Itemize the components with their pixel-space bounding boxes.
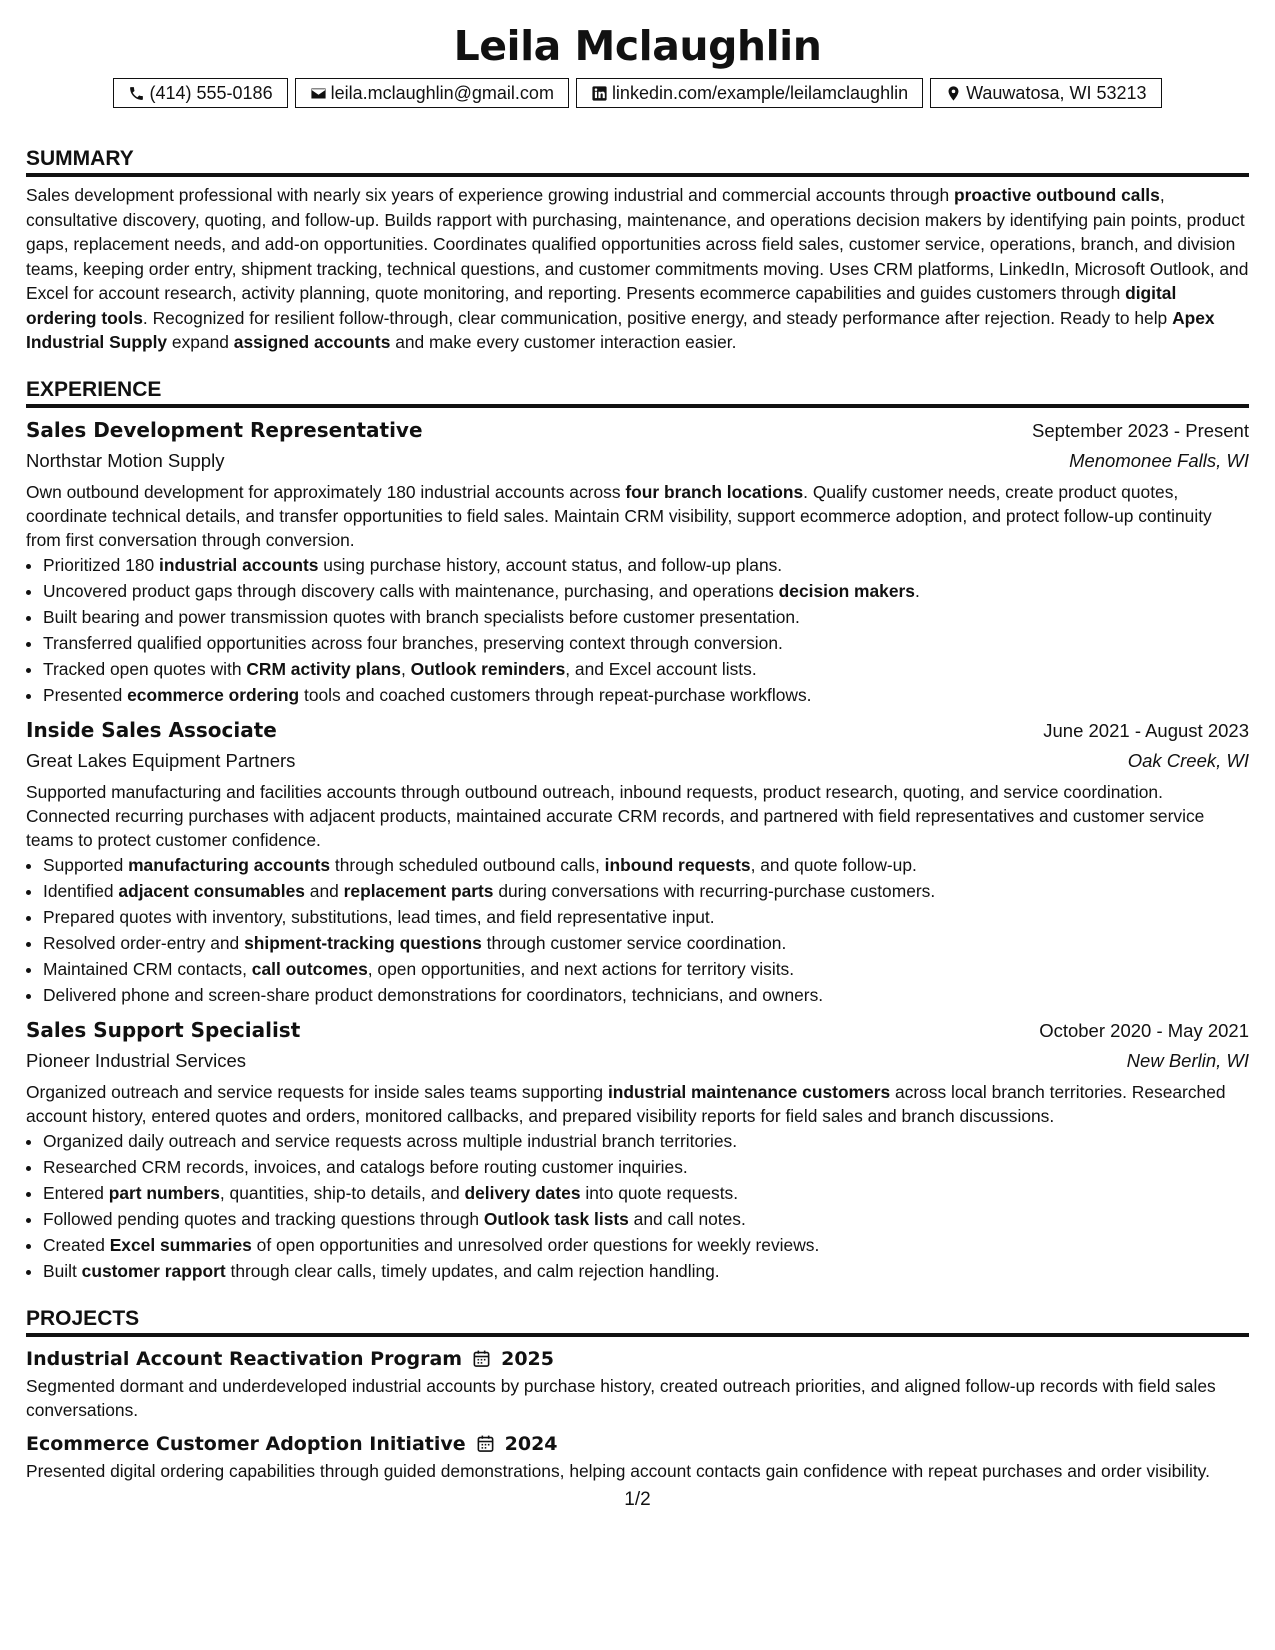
job-entry [26,715,1249,1008]
job-header [26,415,1249,446]
bullet-item: • Prepared quotes with inventory, substitutions, lead times, and field representative input. [43,904,1249,930]
bold-phrase: shipment-tracking questions [244,932,482,953]
job-company-row [26,1046,1249,1076]
bullet-item: • Researched CRM records, invoices, and catalogs before routing customer inquiries. [43,1154,1249,1180]
envelope-icon [310,85,327,102]
job-bullets [26,552,1249,708]
job-bullets [26,1128,1249,1284]
bold-phrase: Apex Industrial Supply [26,307,1215,352]
job-dates: September 2023 - Present [1032,419,1249,441]
bold-phrase: industrial maintenance customers [607,1081,891,1102]
bullet-item: • Resolved order-entry and shipment-tracking questions through customer service coordination. [43,930,1249,956]
bold-phrase: decision makers [778,580,915,601]
job-dates: October 2020 - May 2021 [1039,1019,1249,1041]
bullet-item: • Maintained CRM contacts, call outcomes, open opportunities, and next actions for territory visits. [43,956,1249,982]
phone-icon [128,85,145,102]
bullet-item: • Organized daily outreach and service requests across multiple industrial branch territories. [43,1128,1249,1154]
contact-phone-text: (414) 555-0186 [149,83,273,103]
project-year: 2025 [501,1347,554,1370]
contact-email-text: leila.mclaughlin@gmail.com [330,83,554,103]
bullet-item: • Built customer rapport through clear calls, timely updates, and calm rejection handling. [43,1258,1249,1284]
bullet-item: • Delivered phone and screen-share product demonstrations for coordinators, technicians, and owners. [43,982,1249,1008]
job-header [26,715,1249,746]
contact-email[interactable] [295,78,569,108]
bold-phrase: assigned accounts [233,332,391,352]
contact-linkedin-text: linkedin.com/example/leilamclaughlin [611,83,909,103]
job-header [26,1015,1249,1046]
job-company: Pioneer Industrial Services [26,1049,247,1071]
job-title: Sales Support Specialist [26,1017,301,1042]
job-entry [26,1015,1249,1284]
bullet-item: • Tracked open quotes with CRM activity plans, Outlook reminders, and Excel account lists. [43,656,1249,682]
job-location: Menomonee Falls, WI [1069,449,1249,471]
bold-phrase: industrial accounts [159,554,319,575]
bullet-item: • Uncovered product gaps through discovery calls with maintenance, purchasing, and operations decision makers. [43,578,1249,604]
project-header [26,1429,1249,1459]
bold-phrase: manufacturing accounts [128,854,331,875]
project-header [26,1344,1249,1374]
bold-phrase: replacement parts [343,880,494,901]
bold-phrase: delivery dates [464,1182,581,1203]
projects-section [26,1306,1249,1483]
page-number: 1/2 [624,1489,651,1510]
bullet-item: • Transferred qualified opportunities across four branches, preserving context through conversion. [43,630,1249,656]
project-name: Industrial Account Reactivation Program [26,1347,463,1370]
project-entry [26,1344,1249,1422]
bold-phrase: call outcomes [251,958,368,979]
bold-phrase: CRM activity plans [246,658,401,679]
section-title: SUMMARY [26,146,1249,177]
contact-phone[interactable] [113,78,287,108]
job-dates: June 2021 - August 2023 [1043,719,1249,741]
bold-phrase: inbound requests [604,854,751,875]
bold-phrase: customer rapport [81,1260,226,1281]
job-company-row [26,746,1249,776]
project-name: Ecommerce Customer Adoption Initiative [26,1432,466,1455]
job-location: New Berlin, WI [1126,1049,1249,1071]
bold-phrase: Outlook reminders [410,658,566,679]
contact-location-text: Wauwatosa, WI 53213 [966,83,1147,103]
project-description: Presented digital ordering capabilities through guided demonstrations, helping account contacts gain confidence with repeat purchases and order visibility. [26,1460,1210,1481]
bold-phrase: adjacent consumables [118,880,305,901]
bold-phrase: ecommerce ordering [127,684,300,705]
candidate-name: Leila Mclaughlin [453,22,822,70]
job-list [26,415,1249,1284]
linkedin-icon [591,85,608,102]
project-list [26,1344,1249,1483]
bold-phrase: digital ordering tools [26,283,1177,328]
section-title: PROJECTS [26,1306,1249,1337]
calendar-icon [476,1434,495,1453]
section-title: EXPERIENCE [26,377,1249,408]
summary-text: Sales development professional with nearly six years of experience growing industrial and commercial accounts through proactive outbound calls, consultative discovery, quoting, and follow-up. Builds rapport with purchasing, maintenance, and operations decision makers by identifying pain points, product gaps, replacement needs, and add-on opportunities. Coordinates qualified opportunities across field sales, customer service, operations, branch, and division teams, keeping order entry, shipment tracking, technical questions, and customer commitments moving. Uses CRM platforms, LinkedIn, Microsoft Outlook, and Excel for account research, activity planning, quote monitoring, and reporting. Presents ecommerce capabilities and guides customers through digital ordering tools. Recognized for resilient follow-through, clear communication, positive energy, and steady performance after rejection. Ready to help Apex Industrial Supply expand assigned accounts and make every customer interaction easier. [26,185,1249,352]
bullet-item: • Created Excel summaries of open opportunities and unresolved order questions for weekly reviews. [43,1232,1249,1258]
job-bullets [26,852,1249,1008]
summary-section [26,146,1249,355]
job-description: Organized outreach and service requests for inside sales teams supporting industrial maintenance customers across local branch territories. Researched account history, entered quotes and orders, monitored callbacks, and prepared visibility reports for field sales and branch discussions. [26,1081,1226,1126]
contact-bar [26,78,1249,108]
bold-phrase: Outlook task lists [483,1208,629,1229]
contact-linkedin[interactable] [576,78,923,108]
calendar-icon [472,1349,491,1368]
job-company: Northstar Motion Supply [26,449,225,471]
job-description: Supported manufacturing and facilities accounts through outbound outreach, inbound requests, product research, quoting, and service coordination. Connected recurring purchases with adjacent products, maintained accurate CRM records, and partnered with field representatives and customer service teams to protect customer confidence. [26,781,1205,850]
job-title: Sales Development Representative [26,417,423,442]
job-company-row [26,446,1249,476]
bullet-item: • Presented ecommerce ordering tools and coached customers through repeat-purchase workflows. [43,682,1249,708]
bold-phrase: part numbers [108,1182,220,1203]
bullet-item: • Supported manufacturing accounts through scheduled outbound calls, inbound requests, and quote follow-up. [43,852,1249,878]
map-pin-icon [945,85,962,102]
bullet-item: • Prioritized 180 industrial accounts using purchase history, account status, and follow-up plans. [43,552,1249,578]
job-entry [26,415,1249,708]
bold-phrase: proactive outbound calls [953,185,1160,205]
project-year: 2024 [504,1432,558,1455]
bullet-item: • Built bearing and power transmission quotes with branch specialists before customer presentation. [43,604,1249,630]
bold-phrase: four branch locations [625,481,804,502]
job-title: Inside Sales Associate [26,717,277,742]
bold-phrase: Excel summaries [109,1234,252,1255]
resume-page [26,20,1249,1483]
bullet-item: • Entered part numbers, quantities, ship-to details, and delivery dates into quote requests. [43,1180,1249,1206]
project-entry [26,1429,1249,1483]
bullet-item: • Followed pending quotes and tracking questions through Outlook task lists and call notes. [43,1206,1249,1232]
job-location: Oak Creek, WI [1127,749,1249,771]
experience-section [26,377,1249,1284]
job-description: Own outbound development for approximately 180 industrial accounts across four branch locations. Qualify customer needs, create product quotes, coordinate technical details, and transfer opportunities to field sales. Maintain CRM visibility, support ecommerce adoption, and protect follow-up continuity from first conversation through conversion. [26,481,1212,550]
bullet-item: • Identified adjacent consumables and replacement parts during conversations with recurring-purchase customers. [43,878,1249,904]
project-description: Segmented dormant and underdeveloped industrial accounts by purchase history, created outreach priorities, and aligned follow-up records with field sales conversations. [26,1375,1216,1420]
contact-location [930,78,1161,108]
job-company: Great Lakes Equipment Partners [26,749,296,771]
